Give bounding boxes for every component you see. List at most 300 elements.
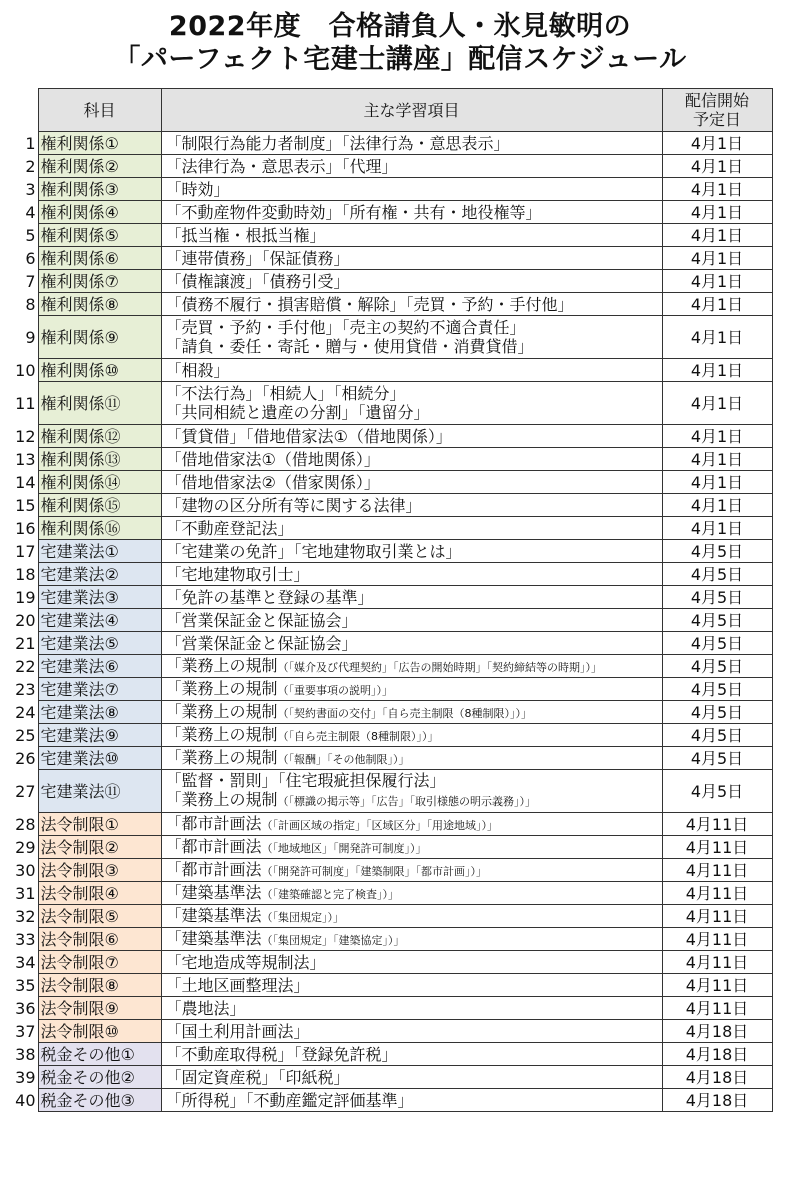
table-row	[4, 494, 772, 517]
table-row	[4, 178, 772, 201]
row-topics	[161, 425, 662, 448]
row-number: 24	[4, 701, 38, 724]
row-number: 25	[4, 724, 38, 747]
row-subject: 宅建業法⑪	[38, 770, 161, 813]
topic-line	[166, 157, 662, 176]
topic-line	[166, 634, 662, 653]
topic-text: 「業務上の規制	[165, 747, 278, 767]
row-topics	[161, 997, 662, 1020]
topic-text: 「共同相続と遺産の分割」「遺留分」	[165, 403, 430, 422]
topic-line	[166, 702, 662, 723]
row-topics	[161, 247, 662, 270]
topic-line	[166, 588, 662, 607]
topic-text: 「債権譲渡」「債務引受」	[165, 271, 350, 291]
topic-line	[166, 337, 662, 356]
topic-text: 「都市計画法	[165, 836, 262, 856]
topic-detail: （「開発許可制度」「建築制限」「都市計画」）」	[261, 864, 488, 878]
row-number: 4	[4, 201, 38, 224]
topic-line	[166, 976, 662, 995]
row-date: 4月5日	[662, 563, 772, 586]
row-topics	[161, 382, 662, 425]
row-topics	[161, 494, 662, 517]
table-row	[4, 540, 772, 563]
row-topics	[161, 1066, 662, 1089]
topic-text: 「相殺」	[165, 360, 230, 380]
topic-line	[166, 203, 662, 222]
topic-line	[166, 906, 662, 927]
row-number: 21	[4, 632, 38, 655]
row-topics	[161, 974, 662, 997]
topic-text: 「営業保証金と保証協会」	[165, 610, 358, 630]
table-row	[4, 155, 772, 178]
row-topics	[161, 563, 662, 586]
table-row	[4, 882, 772, 905]
row-subject: 宅建業法⑧	[38, 701, 161, 724]
row-date: 4月11日	[662, 928, 772, 951]
row-subject: 権利関係⑬	[38, 448, 161, 471]
topic-text: 「借地借家法①（借地関係）」	[165, 449, 380, 469]
header-number	[4, 89, 38, 132]
row-number: 38	[4, 1043, 38, 1066]
topic-line	[166, 226, 662, 245]
row-subject: 法令制限⑩	[38, 1020, 161, 1043]
topic-detail: （「契約書面の交付」「自ら売主制限（8種制限）」）」	[277, 706, 533, 720]
table-row	[4, 701, 772, 724]
row-topics	[161, 701, 662, 724]
topic-text: 「時効」	[165, 179, 230, 199]
topic-detail: （「地域地区」「開発許可制度」）」	[261, 841, 427, 855]
row-date: 4月1日	[662, 316, 772, 359]
row-topics	[161, 1089, 662, 1112]
table-header-row	[4, 89, 772, 132]
topic-text: 「債務不履行・損害賠償・解除」「売買・予約・手付他」	[165, 294, 574, 314]
row-number: 19	[4, 586, 38, 609]
row-subject: 権利関係⑨	[38, 316, 161, 359]
table-row	[4, 517, 772, 540]
row-number: 36	[4, 997, 38, 1020]
topic-text: 「業務上の規制	[165, 701, 278, 721]
table-row	[4, 747, 772, 770]
topic-text: 「宅建業の免許」「宅地建物取引業とは」	[165, 541, 462, 561]
row-subject: 権利関係①	[38, 132, 161, 155]
topic-text: 「借地借家法②（借家関係）」	[165, 472, 380, 492]
row-date: 4月1日	[662, 471, 772, 494]
topic-line	[166, 318, 662, 337]
topic-line	[166, 496, 662, 515]
topic-line	[166, 295, 662, 314]
topic-line	[166, 656, 662, 677]
table-row	[4, 951, 772, 974]
topic-text: 「制限行為能力者制度」「法律行為・意思表示」	[165, 133, 510, 153]
row-number: 12	[4, 425, 38, 448]
row-subject: 法令制限⑦	[38, 951, 161, 974]
row-topics	[161, 471, 662, 494]
row-number: 3	[4, 178, 38, 201]
row-topics	[161, 586, 662, 609]
row-subject: 権利関係⑯	[38, 517, 161, 540]
row-subject: 宅建業法⑦	[38, 678, 161, 701]
row-number: 15	[4, 494, 38, 517]
row-date: 4月5日	[662, 724, 772, 747]
row-subject: 権利関係⑪	[38, 382, 161, 425]
row-number: 32	[4, 905, 38, 928]
row-number: 27	[4, 770, 38, 813]
topic-detail: （「建築確認と完了検査」）」	[261, 887, 400, 901]
topic-text: 「業務上の規制	[165, 790, 278, 809]
topic-text: 「業務上の規制	[165, 724, 278, 744]
row-number: 28	[4, 813, 38, 836]
row-subject: 宅建業法⑩	[38, 747, 161, 770]
topic-line	[166, 1091, 662, 1110]
row-topics	[161, 293, 662, 316]
topic-line	[166, 473, 662, 492]
topic-text: 「建築基準法	[165, 928, 262, 948]
row-subject: 権利関係⑧	[38, 293, 161, 316]
topic-detail: （「集団規定」）」	[261, 910, 345, 924]
table-row	[4, 1020, 772, 1043]
row-subject: 法令制限⑥	[38, 928, 161, 951]
row-subject: 宅建業法①	[38, 540, 161, 563]
topic-text: 「抵当権・根抵当権」	[165, 225, 326, 245]
row-number: 8	[4, 293, 38, 316]
row-number: 18	[4, 563, 38, 586]
table-row	[4, 928, 772, 951]
row-date: 4月1日	[662, 494, 772, 517]
row-number: 35	[4, 974, 38, 997]
topic-text: 「業務上の規制	[165, 655, 278, 675]
row-subject: 宅建業法⑤	[38, 632, 161, 655]
row-number: 40	[4, 1089, 38, 1112]
topic-text: 「都市計画法	[165, 813, 262, 833]
topic-text: 「建物の区分所有等に関する法律」	[165, 495, 422, 515]
row-subject: 権利関係③	[38, 178, 161, 201]
row-topics	[161, 836, 662, 859]
row-date: 4月1日	[662, 224, 772, 247]
header-date-line-1: 配信開始	[684, 91, 749, 110]
table-row	[4, 448, 772, 471]
topic-text: 「土地区画整理法」	[165, 975, 310, 995]
row-subject: 宅建業法③	[38, 586, 161, 609]
row-topics	[161, 201, 662, 224]
topic-text: 「売買・予約・手付他」「売主の契約不適合責任」	[165, 318, 526, 337]
page-title	[0, 0, 800, 76]
table-row	[4, 471, 772, 494]
topic-detail: （「媒介及び代理契約」「広告の開始時期」「契約締結等の時期」）」	[277, 660, 603, 674]
table-row	[4, 609, 772, 632]
row-date: 4月5日	[662, 701, 772, 724]
topic-line	[166, 542, 662, 561]
row-topics	[161, 905, 662, 928]
topic-line	[166, 565, 662, 584]
row-date: 4月18日	[662, 1089, 772, 1112]
topic-text: 「宅地造成等規制法」	[165, 952, 326, 972]
row-date: 4月5日	[662, 586, 772, 609]
row-subject: 権利関係⑥	[38, 247, 161, 270]
table-row	[4, 997, 772, 1020]
row-number: 30	[4, 859, 38, 882]
topic-detail: （「重要事項の説明」）」	[277, 683, 394, 697]
topic-line	[166, 384, 662, 403]
table-row	[4, 425, 772, 448]
row-number: 20	[4, 609, 38, 632]
topic-text: 「法律行為・意思表示」「代理」	[165, 156, 398, 176]
title-line-1: 2022年度 合格請負人・氷見敏明の	[168, 11, 632, 42]
row-number: 22	[4, 655, 38, 678]
row-subject: 税金その他②	[38, 1066, 161, 1089]
row-subject: 法令制限③	[38, 859, 161, 882]
row-subject: 権利関係⑤	[38, 224, 161, 247]
row-date: 4月1日	[662, 132, 772, 155]
row-topics	[161, 655, 662, 678]
topic-line	[166, 134, 662, 153]
topic-line	[166, 1045, 662, 1064]
schedule-table	[4, 88, 773, 1112]
table-row	[4, 770, 772, 813]
row-date: 4月5日	[662, 770, 772, 813]
row-topics	[161, 678, 662, 701]
row-number: 13	[4, 448, 38, 471]
row-number: 31	[4, 882, 38, 905]
topic-line	[166, 519, 662, 538]
row-date: 4月1日	[662, 448, 772, 471]
topic-detail: （「標識の掲示等」「広告」「取引様態の明示義務」）」	[277, 795, 537, 808]
table-row	[4, 1089, 772, 1112]
row-subject: 税金その他③	[38, 1089, 161, 1112]
row-number: 39	[4, 1066, 38, 1089]
row-number: 5	[4, 224, 38, 247]
row-subject: 宅建業法⑨	[38, 724, 161, 747]
row-date: 4月1日	[662, 517, 772, 540]
row-number: 23	[4, 678, 38, 701]
table-row	[4, 632, 772, 655]
row-date: 4月1日	[662, 425, 772, 448]
topic-detail: （「集団規定」「建築協定」）」	[261, 933, 405, 947]
topic-text: 「不法行為」「相続人」「相続分」	[165, 384, 406, 403]
topic-text: 「都市計画法	[165, 859, 262, 879]
topic-line	[166, 1022, 662, 1041]
row-date: 4月1日	[662, 201, 772, 224]
row-date: 4月1日	[662, 155, 772, 178]
row-subject: 権利関係⑭	[38, 471, 161, 494]
row-subject: 権利関係④	[38, 201, 161, 224]
table-row	[4, 382, 772, 425]
table-row	[4, 1043, 772, 1066]
row-number: 6	[4, 247, 38, 270]
table-row	[4, 293, 772, 316]
topic-text: 「業務上の規制	[165, 678, 278, 698]
topic-line	[166, 748, 662, 769]
row-number: 10	[4, 359, 38, 382]
row-subject: 税金その他①	[38, 1043, 161, 1066]
row-number: 16	[4, 517, 38, 540]
topic-detail: （「計画区域の指定」「区域区分」「用途地域」）」	[261, 818, 499, 832]
row-subject: 宅建業法④	[38, 609, 161, 632]
topic-line	[166, 272, 662, 291]
table-row	[4, 678, 772, 701]
row-subject: 法令制限⑧	[38, 974, 161, 997]
row-subject: 法令制限⑨	[38, 997, 161, 1020]
table-row	[4, 655, 772, 678]
row-topics	[161, 609, 662, 632]
row-topics	[161, 178, 662, 201]
topic-text: 「建築基準法	[165, 882, 262, 902]
topic-text: 「免許の基準と登録の基準」	[165, 587, 374, 607]
title-line-2: 「パーフェクト宅建士講座」配信スケジュール	[113, 44, 687, 75]
row-number: 1	[4, 132, 38, 155]
topic-line	[166, 929, 662, 950]
header-date	[662, 89, 772, 132]
row-topics	[161, 813, 662, 836]
row-date: 4月5日	[662, 609, 772, 632]
topic-line	[166, 999, 662, 1018]
table-body	[4, 132, 772, 1112]
row-subject: 権利関係⑩	[38, 359, 161, 382]
topic-text: 「不動産登記法」	[165, 518, 294, 538]
row-date: 4月11日	[662, 836, 772, 859]
row-topics	[161, 359, 662, 382]
row-date: 4月11日	[662, 882, 772, 905]
row-number: 9	[4, 316, 38, 359]
row-date: 4月11日	[662, 905, 772, 928]
topic-line	[166, 611, 662, 630]
row-subject: 法令制限②	[38, 836, 161, 859]
topic-text: 「不動産取得税」「登録免許税」	[165, 1044, 398, 1064]
topic-detail: （「自ら売主制限（8種制限）」）」	[277, 729, 439, 743]
topic-line	[166, 814, 662, 835]
topic-line	[166, 860, 662, 881]
topic-line	[166, 883, 662, 904]
table-row	[4, 724, 772, 747]
topic-text: 「固定資産税」「印紙税」	[165, 1067, 350, 1087]
row-date: 4月5日	[662, 540, 772, 563]
row-topics	[161, 270, 662, 293]
topic-text: 「賃貸借」「借地借家法①（借地関係）」	[165, 426, 452, 446]
row-date: 4月11日	[662, 951, 772, 974]
topic-line	[166, 771, 662, 790]
table-row	[4, 224, 772, 247]
row-number: 14	[4, 471, 38, 494]
row-topics	[161, 540, 662, 563]
row-date: 4月5日	[662, 747, 772, 770]
table-row	[4, 974, 772, 997]
row-subject: 権利関係⑦	[38, 270, 161, 293]
row-date: 4月1日	[662, 359, 772, 382]
row-topics	[161, 224, 662, 247]
table-row	[4, 905, 772, 928]
row-date: 4月5日	[662, 678, 772, 701]
topic-detail: （「報酬」「その他制限」）」	[277, 752, 410, 766]
row-topics	[161, 155, 662, 178]
header-topics: 主な学習項目	[161, 89, 662, 132]
table-row	[4, 859, 772, 882]
table-row	[4, 1066, 772, 1089]
row-topics	[161, 951, 662, 974]
topic-line	[166, 427, 662, 446]
topic-text: 「所得税」「不動産鑑定評価基準」	[165, 1090, 414, 1110]
header-date-line-2: 予定日	[692, 110, 741, 129]
table-row	[4, 270, 772, 293]
topic-text: 「宅地建物取引士」	[165, 564, 310, 584]
topic-line	[166, 450, 662, 469]
row-subject: 法令制限④	[38, 882, 161, 905]
row-subject: 権利関係②	[38, 155, 161, 178]
topic-text: 「国土利用計画法」	[165, 1021, 310, 1041]
header-subject: 科目	[38, 89, 161, 132]
row-number: 29	[4, 836, 38, 859]
row-number: 34	[4, 951, 38, 974]
row-date: 4月11日	[662, 997, 772, 1020]
topic-text: 「営業保証金と保証協会」	[165, 633, 358, 653]
table-row	[4, 201, 772, 224]
row-date: 4月18日	[662, 1066, 772, 1089]
row-topics	[161, 132, 662, 155]
topic-text: 「監督・罰則」「住宅瑕疵担保履行法」	[165, 771, 446, 790]
row-topics	[161, 770, 662, 813]
row-topics	[161, 859, 662, 882]
row-topics	[161, 632, 662, 655]
table-row	[4, 586, 772, 609]
table-row	[4, 813, 772, 836]
table-row	[4, 316, 772, 359]
topic-text: 「農地法」	[165, 998, 246, 1018]
topic-line	[166, 790, 662, 811]
row-number: 11	[4, 382, 38, 425]
row-date: 4月11日	[662, 813, 772, 836]
row-date: 4月1日	[662, 293, 772, 316]
row-number: 2	[4, 155, 38, 178]
row-number: 17	[4, 540, 38, 563]
row-topics	[161, 724, 662, 747]
topic-line	[166, 403, 662, 422]
table-row	[4, 359, 772, 382]
row-subject: 法令制限⑤	[38, 905, 161, 928]
topic-text: 「不動産物件変動時効」「所有権・共有・地役権等」	[165, 202, 542, 222]
row-date: 4月11日	[662, 859, 772, 882]
row-date: 4月18日	[662, 1020, 772, 1043]
row-number: 7	[4, 270, 38, 293]
row-date: 4月1日	[662, 382, 772, 425]
topic-line	[166, 180, 662, 199]
row-date: 4月11日	[662, 974, 772, 997]
row-date: 4月1日	[662, 178, 772, 201]
topic-line	[166, 249, 662, 268]
topic-line	[166, 725, 662, 746]
row-topics	[161, 747, 662, 770]
table-row	[4, 836, 772, 859]
row-number: 37	[4, 1020, 38, 1043]
row-date: 4月5日	[662, 632, 772, 655]
topic-text: 「連帯債務」「保証債務」	[165, 248, 350, 268]
row-topics	[161, 517, 662, 540]
row-topics	[161, 1043, 662, 1066]
row-subject: 権利関係⑫	[38, 425, 161, 448]
row-topics	[161, 1020, 662, 1043]
row-date: 4月18日	[662, 1043, 772, 1066]
row-subject: 宅建業法②	[38, 563, 161, 586]
topic-line	[166, 953, 662, 972]
row-number: 26	[4, 747, 38, 770]
row-number: 33	[4, 928, 38, 951]
topic-line	[166, 361, 662, 380]
row-topics	[161, 928, 662, 951]
table-row	[4, 563, 772, 586]
row-topics	[161, 448, 662, 471]
row-date: 4月5日	[662, 655, 772, 678]
row-date: 4月1日	[662, 247, 772, 270]
topic-text: 「請負・委任・寄託・贈与・使用貸借・消費貸借」	[165, 337, 534, 356]
row-subject: 法令制限①	[38, 813, 161, 836]
topic-line	[166, 1068, 662, 1087]
